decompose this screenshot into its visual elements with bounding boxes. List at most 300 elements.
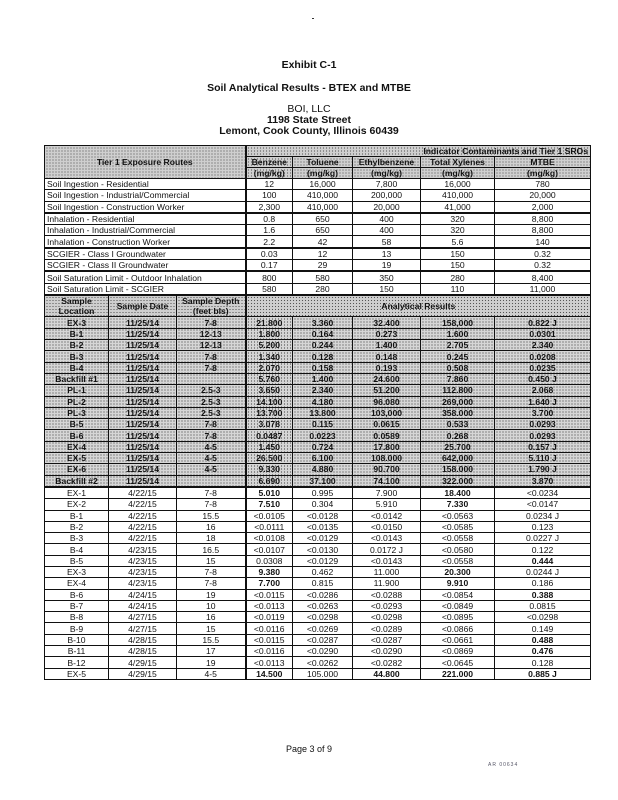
result-value: 5.760: [246, 373, 293, 384]
result-value: 2.068: [495, 385, 591, 396]
sample-location: B-3: [45, 351, 109, 362]
column-header: Total Xylenes: [421, 157, 495, 168]
company-name: BOI, LLC: [287, 103, 331, 115]
result-value: 7.900: [353, 487, 421, 499]
result-value: 9.330: [246, 464, 293, 475]
sample-depth: 7-8: [177, 499, 246, 510]
sro-row: [45, 283, 591, 295]
sample-date: 4/22/15: [109, 510, 177, 521]
sample-location: B-12: [45, 657, 109, 668]
result-value: <0.0142: [353, 510, 421, 521]
result-value: 0.164: [293, 328, 353, 339]
sample-row: [45, 668, 591, 679]
sro-value: 13: [353, 248, 421, 260]
exposure-route: Soil Ingestion - Industrial/Commercial: [45, 190, 246, 201]
sample-row: [45, 634, 591, 645]
sample-row: [45, 317, 591, 328]
document-stamp: AR 00634: [488, 762, 519, 768]
sample-location: B-8: [45, 612, 109, 623]
sample-location: B-3: [45, 533, 109, 544]
sample-row: [45, 419, 591, 430]
sro-value: 11,000: [495, 283, 591, 295]
result-value: 0.0293: [495, 419, 591, 430]
result-value: 105.000: [293, 668, 353, 679]
column-unit: (mg/kg): [421, 168, 495, 179]
sro-row: [45, 225, 591, 236]
sro-row: [45, 271, 591, 283]
result-value: 0.815: [293, 578, 353, 589]
sample-location: PL-3: [45, 407, 109, 418]
sample-depth-header: Sample Depth (feet bls): [177, 295, 246, 317]
result-value: <0.0113: [246, 600, 293, 611]
column-header: Ethylbenzene: [353, 157, 421, 168]
sample-row: [45, 533, 591, 544]
sro-value: 410,000: [293, 190, 353, 201]
result-value: 5.910: [353, 499, 421, 510]
sample-row: [45, 623, 591, 634]
result-value: <0.0287: [293, 634, 353, 645]
sample-depth: 16: [177, 612, 246, 623]
exposure-route: SCGIER - Class I Groundwater: [45, 248, 246, 260]
result-value: 158.000: [421, 464, 495, 475]
sample-location: B-2: [45, 340, 109, 351]
sample-depth: 19: [177, 589, 246, 600]
result-value: <0.0298: [353, 612, 421, 623]
result-value: <0.0150: [353, 521, 421, 532]
result-value: 0.273: [353, 328, 421, 339]
exposure-route: Soil Saturation Limit - SCGIER: [45, 283, 246, 295]
result-value: <0.0661: [421, 634, 495, 645]
result-value: 90.700: [353, 464, 421, 475]
exposure-route: Inhalation - Construction Worker: [45, 236, 246, 248]
sample-location: EX-3: [45, 567, 109, 578]
result-value: 0.304: [293, 499, 353, 510]
sample-depth: 15.5: [177, 510, 246, 521]
sample-location: EX-3: [45, 317, 109, 328]
result-value: <0.0854: [421, 589, 495, 600]
sample-location: B-2: [45, 521, 109, 532]
result-value: 44.800: [353, 668, 421, 679]
sample-location: B-1: [45, 510, 109, 521]
result-value: <0.0116: [246, 623, 293, 634]
sample-date: 11/25/14: [109, 362, 177, 373]
result-value: 0.0172 J: [353, 544, 421, 555]
result-value: 0.115: [293, 419, 353, 430]
result-value: <0.0130: [293, 544, 353, 555]
result-value: 4.880: [293, 464, 353, 475]
sro-value: 0.8: [246, 213, 293, 225]
result-value: 0.885 J: [495, 668, 591, 679]
result-value: 6.690: [246, 475, 293, 487]
result-value: <0.0293: [353, 600, 421, 611]
result-value: 158,000: [421, 317, 495, 328]
result-value: 9.910: [421, 578, 495, 589]
result-value: 1.340: [246, 351, 293, 362]
sample-date: 4/28/15: [109, 646, 177, 657]
sro-value: 2,000: [495, 201, 591, 213]
sample-depth: 7-8: [177, 567, 246, 578]
sro-value: 12: [246, 179, 293, 190]
column-unit: (mg/kg): [293, 168, 353, 179]
result-value: <0.0286: [293, 589, 353, 600]
sample-row: [45, 567, 591, 578]
sample-location-header: Sample Location: [45, 295, 109, 317]
sample-row: [45, 340, 591, 351]
result-value: <0.0143: [353, 555, 421, 566]
result-value: 0.508: [421, 362, 495, 373]
sro-value: 5.6: [421, 236, 495, 248]
result-value: 7.860: [421, 373, 495, 384]
sro-value: 58: [353, 236, 421, 248]
sample-row: [45, 328, 591, 339]
sample-depth: 4-5: [177, 668, 246, 679]
sro-value: 150: [353, 283, 421, 295]
sample-date: 4/23/15: [109, 567, 177, 578]
sample-row: [45, 385, 591, 396]
result-value: 32.400: [353, 317, 421, 328]
sample-depth: 4-5: [177, 441, 246, 452]
group-header: Indicator Contaminants and Tier 1 SROs: [246, 146, 591, 157]
sro-value: 20,000: [495, 190, 591, 201]
sample-location: B-6: [45, 589, 109, 600]
result-value: <0.0645: [421, 657, 495, 668]
sample-depth: 16: [177, 521, 246, 532]
sro-value: 580: [246, 283, 293, 295]
sample-date: 4/23/15: [109, 555, 177, 566]
result-value: 3.360: [293, 317, 353, 328]
sample-depth: 7-8: [177, 430, 246, 441]
sro-value: 280: [293, 283, 353, 295]
header-row: [45, 146, 591, 157]
result-value: 0.128: [495, 657, 591, 668]
result-value: 2.070: [246, 362, 293, 373]
result-value: 17.800: [353, 441, 421, 452]
result-value: <0.0298: [495, 612, 591, 623]
sample-date: 4/24/15: [109, 589, 177, 600]
result-value: 1.450: [246, 441, 293, 452]
sample-location: Backfill #2: [45, 475, 109, 487]
sro-value: 41,000: [421, 201, 495, 213]
result-value: 3.078: [246, 419, 293, 430]
sro-value: 800: [246, 271, 293, 283]
sample-depth: 7-8: [177, 351, 246, 362]
result-value: 96.080: [353, 396, 421, 407]
result-value: <0.0111: [246, 521, 293, 532]
sro-value: 2,300: [246, 201, 293, 213]
sample-location: EX-1: [45, 487, 109, 499]
result-value: 0.0308: [246, 555, 293, 566]
result-value: <0.0107: [246, 544, 293, 555]
result-value: <0.0119: [246, 612, 293, 623]
sample-depth: 7-8: [177, 487, 246, 499]
sample-row: [45, 555, 591, 566]
result-value: 4.180: [293, 396, 353, 407]
sro-value: 12: [293, 248, 353, 260]
sample-date: 11/25/14: [109, 385, 177, 396]
result-value: 0.724: [293, 441, 353, 452]
sample-row: [45, 521, 591, 532]
result-value: <0.0143: [353, 533, 421, 544]
sample-date: 11/25/14: [109, 340, 177, 351]
sample-location: Backfill #1: [45, 373, 109, 384]
result-value: 1.790 J: [495, 464, 591, 475]
column-header: MTBE: [495, 157, 591, 168]
result-value: 0.822 J: [495, 317, 591, 328]
sro-value: 320: [421, 213, 495, 225]
sample-location: B-6: [45, 430, 109, 441]
sro-value: 8,800: [495, 225, 591, 236]
sample-location: B-7: [45, 600, 109, 611]
result-value: 108.000: [353, 453, 421, 464]
result-value: 0.444: [495, 555, 591, 566]
result-value: <0.0288: [353, 589, 421, 600]
sample-date: 4/27/15: [109, 612, 177, 623]
sample-row: [45, 646, 591, 657]
sample-depth: 12-13: [177, 340, 246, 351]
sample-depth: 2.5-3: [177, 385, 246, 396]
sample-row: [45, 600, 591, 611]
result-value: 0.123: [495, 521, 591, 532]
sro-value: 16,000: [421, 179, 495, 190]
sample-location: EX-5: [45, 453, 109, 464]
sro-value: 580: [293, 271, 353, 283]
sample-row: [45, 499, 591, 510]
result-value: 0.0234 J: [495, 510, 591, 521]
sro-value: 650: [293, 213, 353, 225]
sample-depth: 7-8: [177, 317, 246, 328]
sro-value: 1.6: [246, 225, 293, 236]
sample-depth: 4-5: [177, 464, 246, 475]
sample-date: 4/22/15: [109, 533, 177, 544]
result-value: 358.000: [421, 407, 495, 418]
result-value: 1.800: [246, 328, 293, 339]
sample-depth: 2.5-3: [177, 396, 246, 407]
result-value: 0.0227 J: [495, 533, 591, 544]
exposure-routes-header: Tier 1 Exposure Routes: [45, 146, 246, 179]
sample-date: 11/25/14: [109, 453, 177, 464]
scan-mark: [312, 18, 314, 19]
result-value: <0.0298: [293, 612, 353, 623]
result-value: 0.388: [495, 589, 591, 600]
result-value: <0.0869: [421, 646, 495, 657]
result-value: 0.0589: [353, 430, 421, 441]
sample-location: PL-1: [45, 385, 109, 396]
result-value: 6.100: [293, 453, 353, 464]
sro-row: [45, 236, 591, 248]
result-value: 0.0235: [495, 362, 591, 373]
result-value: 1.600: [421, 328, 495, 339]
result-value: 0.0615: [353, 419, 421, 430]
sample-date: 11/25/14: [109, 407, 177, 418]
sro-value: 20,000: [353, 201, 421, 213]
results-table: [44, 145, 591, 680]
sample-date: 4/24/15: [109, 600, 177, 611]
sample-row: [45, 407, 591, 418]
result-value: 0.0293: [495, 430, 591, 441]
result-value: 2.705: [421, 340, 495, 351]
exposure-route: Soil Ingestion - Residential: [45, 179, 246, 190]
sro-value: 150: [421, 248, 495, 260]
result-value: <0.0262: [293, 657, 353, 668]
result-value: 0.158: [293, 362, 353, 373]
result-value: 0.462: [293, 567, 353, 578]
exposure-route: SCGIER - Class II Groundwater: [45, 260, 246, 272]
column-unit: (mg/kg): [495, 168, 591, 179]
result-value: 13.800: [293, 407, 353, 418]
result-value: <0.0563: [421, 510, 495, 521]
sample-row: [45, 430, 591, 441]
sro-value: 100: [246, 190, 293, 201]
sro-value: 350: [353, 271, 421, 283]
sample-location: B-4: [45, 544, 109, 555]
result-value: <0.0282: [353, 657, 421, 668]
sample-location: B-5: [45, 555, 109, 566]
result-value: <0.0558: [421, 555, 495, 566]
result-value: 0.0223: [293, 430, 353, 441]
sample-row: [45, 578, 591, 589]
result-value: 0.476: [495, 646, 591, 657]
sro-value: 8,400: [495, 271, 591, 283]
result-value: <0.0558: [421, 533, 495, 544]
sample-header-row: [45, 295, 591, 317]
result-value: 7.330: [421, 499, 495, 510]
sample-row: [45, 351, 591, 362]
sro-row: [45, 260, 591, 272]
city-address: Lemont, Cook County, Illinois 60439: [219, 125, 399, 137]
result-value: <0.0849: [421, 600, 495, 611]
result-value: <0.0128: [293, 510, 353, 521]
sample-depth: 7-8: [177, 362, 246, 373]
result-value: 0.995: [293, 487, 353, 499]
sample-date: 11/25/14: [109, 351, 177, 362]
sample-date: 11/25/14: [109, 317, 177, 328]
result-value: 5.200: [246, 340, 293, 351]
sample-location: EX-2: [45, 499, 109, 510]
result-value: 74.100: [353, 475, 421, 487]
result-value: 7.510: [246, 499, 293, 510]
result-value: 24.600: [353, 373, 421, 384]
result-value: <0.0290: [293, 646, 353, 657]
sample-row: [45, 373, 591, 384]
result-value: <0.0108: [246, 533, 293, 544]
sro-value: 780: [495, 179, 591, 190]
sample-location: B-4: [45, 362, 109, 373]
sample-location: B-5: [45, 419, 109, 430]
result-value: 3.650: [246, 385, 293, 396]
document-title: Soil Analytical Results - BTEX and MTBE: [207, 82, 411, 94]
sro-value: 410,000: [421, 190, 495, 201]
result-value: 2.340: [293, 385, 353, 396]
sro-row: [45, 179, 591, 190]
result-value: 0.157 J: [495, 441, 591, 452]
result-value: 0.0487: [246, 430, 293, 441]
sample-row: [45, 464, 591, 475]
sample-date: 4/22/15: [109, 499, 177, 510]
sample-row: [45, 475, 591, 487]
result-value: 0.149: [495, 623, 591, 634]
result-value: 0.148: [353, 351, 421, 362]
result-value: 5.010: [246, 487, 293, 499]
sro-value: 200,000: [353, 190, 421, 201]
sample-date: 11/25/14: [109, 419, 177, 430]
sample-depth: 10: [177, 600, 246, 611]
sample-depth: 18: [177, 533, 246, 544]
street-address: 1198 State Street: [266, 114, 352, 126]
sample-depth: 2.5-3: [177, 407, 246, 418]
result-value: <0.0290: [353, 646, 421, 657]
result-value: <0.0105: [246, 510, 293, 521]
result-value: <0.0116: [246, 646, 293, 657]
result-value: <0.0115: [246, 634, 293, 645]
sample-location: B-1: [45, 328, 109, 339]
result-value: 0.0208: [495, 351, 591, 362]
sample-location: EX-4: [45, 441, 109, 452]
sample-location: EX-4: [45, 578, 109, 589]
sro-value: 8,800: [495, 213, 591, 225]
sample-depth: 7-8: [177, 578, 246, 589]
column-unit: (mg/kg): [246, 168, 293, 179]
result-value: 103,000: [353, 407, 421, 418]
sample-location: B-11: [45, 646, 109, 657]
result-value: 0.488: [495, 634, 591, 645]
exposure-route: Soil Ingestion - Construction Worker: [45, 201, 246, 213]
result-value: 0.128: [293, 351, 353, 362]
column-header: Toluene: [293, 157, 353, 168]
result-value: 0.186: [495, 578, 591, 589]
result-value: 322.000: [421, 475, 495, 487]
result-value: <0.0263: [293, 600, 353, 611]
result-value: 1.400: [293, 373, 353, 384]
sro-value: 7,800: [353, 179, 421, 190]
result-value: 0.0244 J: [495, 567, 591, 578]
sample-date-header: Sample Date: [109, 295, 177, 317]
result-value: 14.100: [246, 396, 293, 407]
sample-depth: [177, 373, 246, 384]
sample-depth: 16.5: [177, 544, 246, 555]
result-value: 0.244: [293, 340, 353, 351]
sample-location: EX-5: [45, 668, 109, 679]
result-value: 7.700: [246, 578, 293, 589]
result-value: <0.0269: [293, 623, 353, 634]
result-value: 37.100: [293, 475, 353, 487]
result-value: 11.000: [353, 567, 421, 578]
exposure-route: Inhalation - Industrial/Commercial: [45, 225, 246, 236]
sro-value: 280: [421, 271, 495, 283]
sro-value: 320: [421, 225, 495, 236]
sample-date: 4/23/15: [109, 544, 177, 555]
sample-location: B-9: [45, 623, 109, 634]
sample-location: EX-6: [45, 464, 109, 475]
sample-row: [45, 612, 591, 623]
sample-row: [45, 453, 591, 464]
sro-row: [45, 201, 591, 213]
sample-row: [45, 487, 591, 499]
result-value: 1.640 J: [495, 396, 591, 407]
sro-value: 0.32: [495, 260, 591, 272]
result-value: <0.0895: [421, 612, 495, 623]
sample-depth: 17: [177, 646, 246, 657]
result-value: <0.0113: [246, 657, 293, 668]
sro-value: 400: [353, 213, 421, 225]
sample-depth: 19: [177, 657, 246, 668]
result-value: <0.0866: [421, 623, 495, 634]
result-value: 51.200: [353, 385, 421, 396]
sro-row: [45, 213, 591, 225]
result-value: <0.0147: [495, 499, 591, 510]
sample-depth: 4-5: [177, 453, 246, 464]
sample-depth: 15: [177, 623, 246, 634]
result-value: 21.800: [246, 317, 293, 328]
